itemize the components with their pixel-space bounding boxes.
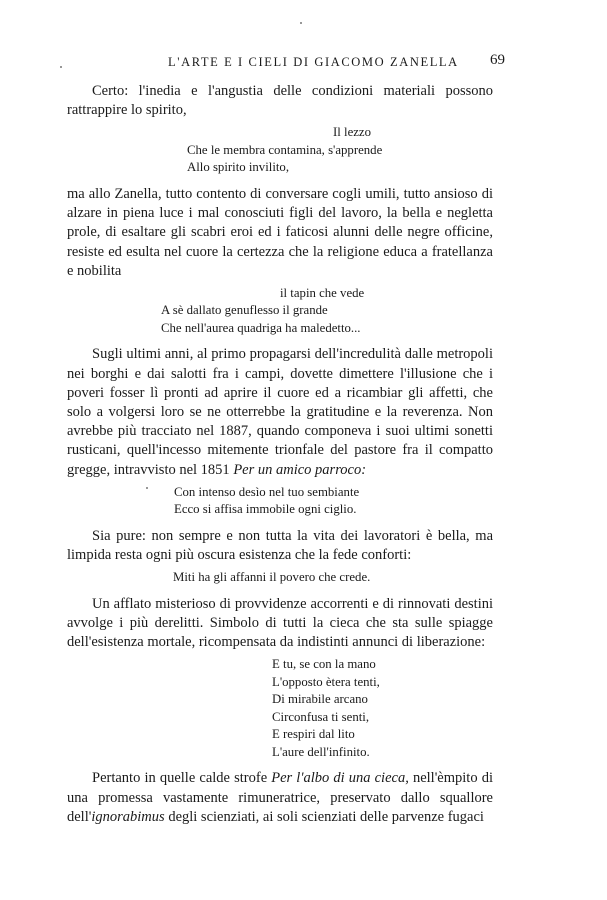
verse-line: Di mirabile arcano xyxy=(272,692,368,707)
running-title: L'ARTE E I CIELI DI GIACOMO ZANELLA xyxy=(168,55,459,69)
poem-title-albo-cieca: Per l'albo di una cieca, xyxy=(271,770,409,787)
paragraph-3 xyxy=(67,345,493,479)
page-body xyxy=(67,82,493,827)
verse-line: E tu, se con la mano xyxy=(272,657,376,672)
paragraph-6 xyxy=(67,769,493,827)
latin-term: ignorabimus xyxy=(91,808,165,825)
verse-line: Con intenso desìo nel tuo sembiante xyxy=(174,484,360,499)
paragraph-6-mid: nell'èmpito di una promessa vastamente rimuneratrice, preservato dallo squallore dell' xyxy=(67,770,493,825)
verse-quote-5 xyxy=(272,656,493,761)
verse-line: Che nell'aurea quadriga ha maledetto... xyxy=(161,320,361,335)
poem-title-amico-parroco: Per un amico parroco: xyxy=(233,461,367,478)
verse-quote-1 xyxy=(187,124,493,177)
verse-line: L'opposto ètera tenti, xyxy=(272,674,380,689)
verse-line: il tapin che vede xyxy=(280,285,365,300)
paragraph-2: ma allo Zanella, tutto contento di conversare cogli umili, tutto ansioso di alzare in piena luce i mal conosciuti figli del lavoro, la bella e negletta prole, di esaltare gli scabri eroi ed i faticosi alunni delle negre officine, resiste ed esulta nel cuore la certezza che la religione educa a fratellanza e nobilita xyxy=(67,185,493,279)
running-header xyxy=(0,52,607,72)
paragraph-4: Sia pure: non sempre e non tutta la vita dei lavoratori è bella, ma limpida resta ogni più oscura esistenza che la fede conforti: xyxy=(67,527,493,564)
verse-quote-4 xyxy=(173,569,493,587)
paragraph-3-text: Sugli ultimi anni, al primo propagarsi dell'incredulità dalle metropoli nei borghi e dai salotti fra i campi, dovette dimettere l'illusione che i poveri fosser lì pronti ad aprire il cuore ed a ricambiar gli affetti, che solo a volgersi loro se ne otterrebbe la gratitudine e la reverenza. Non avrebbe più tracciato nel 1887, quando componeva i suoi ultimi sonetti rusticani, quell'incesso mitemente trionfale del pastore fra il compatto gregge, intravvisto nel 1851 xyxy=(67,346,493,478)
page-number: 69 xyxy=(490,52,505,68)
paragraph-1: Certo: l'inedia e l'angustia delle condizioni materiali possono rattrappire lo spirito, xyxy=(67,83,493,119)
verse-line: Circonfusa ti senti, xyxy=(272,709,370,724)
verse-line: Miti ha gli affanni il povero che crede. xyxy=(173,570,371,585)
scan-speck xyxy=(60,66,62,68)
verse-line: E respiri dal lito xyxy=(272,727,355,742)
scan-speck xyxy=(146,487,148,489)
verse-line: L'aure dell'infinito. xyxy=(272,744,370,759)
paragraph-6-tail: degli scienziati, ai soli scienziati delle parvenze fugaci xyxy=(168,808,484,825)
scan-speck xyxy=(300,22,302,24)
verse-line: Allo spirito invilito, xyxy=(187,160,290,175)
verse-line: Il lezzo xyxy=(333,125,372,140)
paragraph-6-lead: Pertanto in quelle calde strofe xyxy=(92,770,268,787)
verse-quote-3 xyxy=(174,484,493,519)
verse-quote-2 xyxy=(161,285,493,338)
verse-line: A sè dallato genuflesso il grande xyxy=(161,303,328,318)
verse-line: Che le membra contamina, s'apprende xyxy=(187,142,383,157)
paragraph-5: Un afflato misterioso di provvidenze accorrenti e di rinnovati destini avvolge i più derelitti. Simbolo di tutti la cieca che sta sulle spiagge dell'esistenza mortale, ricompensata da indistinti annunci di liberazione: xyxy=(67,595,493,651)
verse-line: Ecco si affisa immobile ogni ciglio. xyxy=(174,502,357,517)
